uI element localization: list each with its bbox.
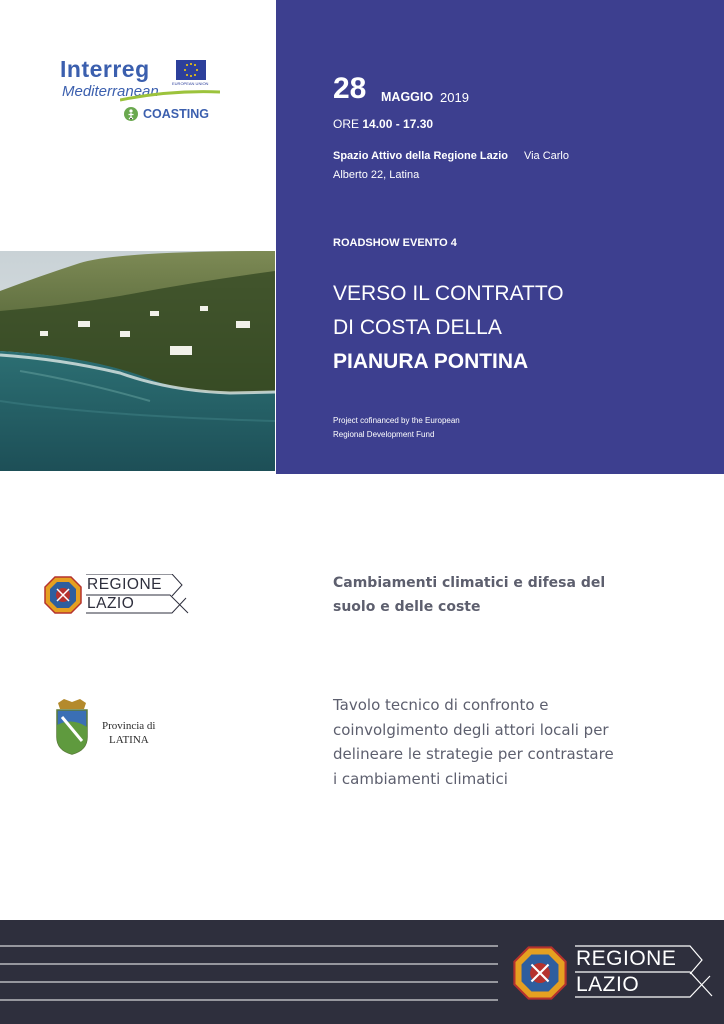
event-year: 2019 [440, 90, 469, 105]
description-line-2: coinvolgimento degli attori locali per [333, 720, 609, 739]
coasting-person-icon [123, 106, 139, 122]
regione-lazio-line-2: LAZIO [87, 595, 135, 612]
footer-stripes [0, 920, 724, 1024]
provincia-line-2: LATINA [109, 734, 149, 746]
topic-line-2: suolo e delle coste [333, 599, 481, 615]
funding-line-2: Regional Development Fund [333, 430, 435, 439]
regione-lazio-emblem-icon [44, 576, 82, 614]
description-line-1: Tavolo tecnico di confronto e [333, 696, 549, 714]
interreg-swoosh [120, 88, 220, 102]
interreg-logo [60, 56, 230, 128]
event-venue [333, 147, 569, 185]
provincia-latina-logo [52, 697, 172, 755]
topic-heading [333, 571, 605, 619]
venue-name: Spazio Attivo della Regione Lazio [333, 150, 509, 162]
footer-regione-line-2: LAZIO [576, 973, 640, 996]
event-series: ROADSHOW EVENTO 4 [333, 237, 457, 249]
coastline-photo [0, 251, 275, 471]
venue-line-2: Alberto 22, Latina [333, 169, 420, 181]
eu-label: EUROPEAN UNION [172, 81, 209, 86]
funding-line-1: Project cofinanced by the European [333, 416, 460, 425]
description-line-3: delineare le strategie per contrastare [333, 745, 614, 763]
description-line-4: i cambiamenti climatici [333, 769, 508, 788]
title-line-3: PIANURA PONTINA [333, 350, 529, 373]
interreg-brand: Interreg [60, 56, 150, 82]
event-time-value: 14.00 - 17.30 [362, 117, 434, 131]
interreg-program: Mediterranean [62, 83, 159, 100]
event-month: MAGGIO [381, 90, 434, 104]
coasting-label: COASTING [143, 107, 209, 121]
regione-lazio-line-1: REGIONE [87, 576, 162, 593]
funding-note [333, 414, 460, 442]
regione-lazio-lines-icon [86, 574, 190, 618]
venue-line-1 [333, 147, 569, 166]
regione-lazio-logo [44, 574, 190, 618]
footer-regione-line-1: REGIONE [576, 947, 677, 970]
description-text [333, 693, 614, 791]
provincia-line-1: Provincia di [102, 720, 156, 732]
footer-regione-emblem-icon [513, 946, 567, 1000]
event-time [333, 117, 433, 131]
title-line-1: VERSO IL CONTRATTO [333, 282, 564, 305]
footer-band [0, 920, 724, 1024]
event-title [333, 277, 564, 379]
title-line-2: DI COSTA DELLA [333, 316, 502, 339]
event-day: 28 [333, 72, 367, 105]
eu-flag-icon [176, 60, 206, 80]
event-time-prefix: ORE [333, 117, 360, 131]
topic-line-1: Cambiamenti climatici e difesa del [333, 575, 606, 591]
provincia-crest-icon [52, 697, 92, 755]
venue-street: Via Carlo [523, 150, 569, 162]
